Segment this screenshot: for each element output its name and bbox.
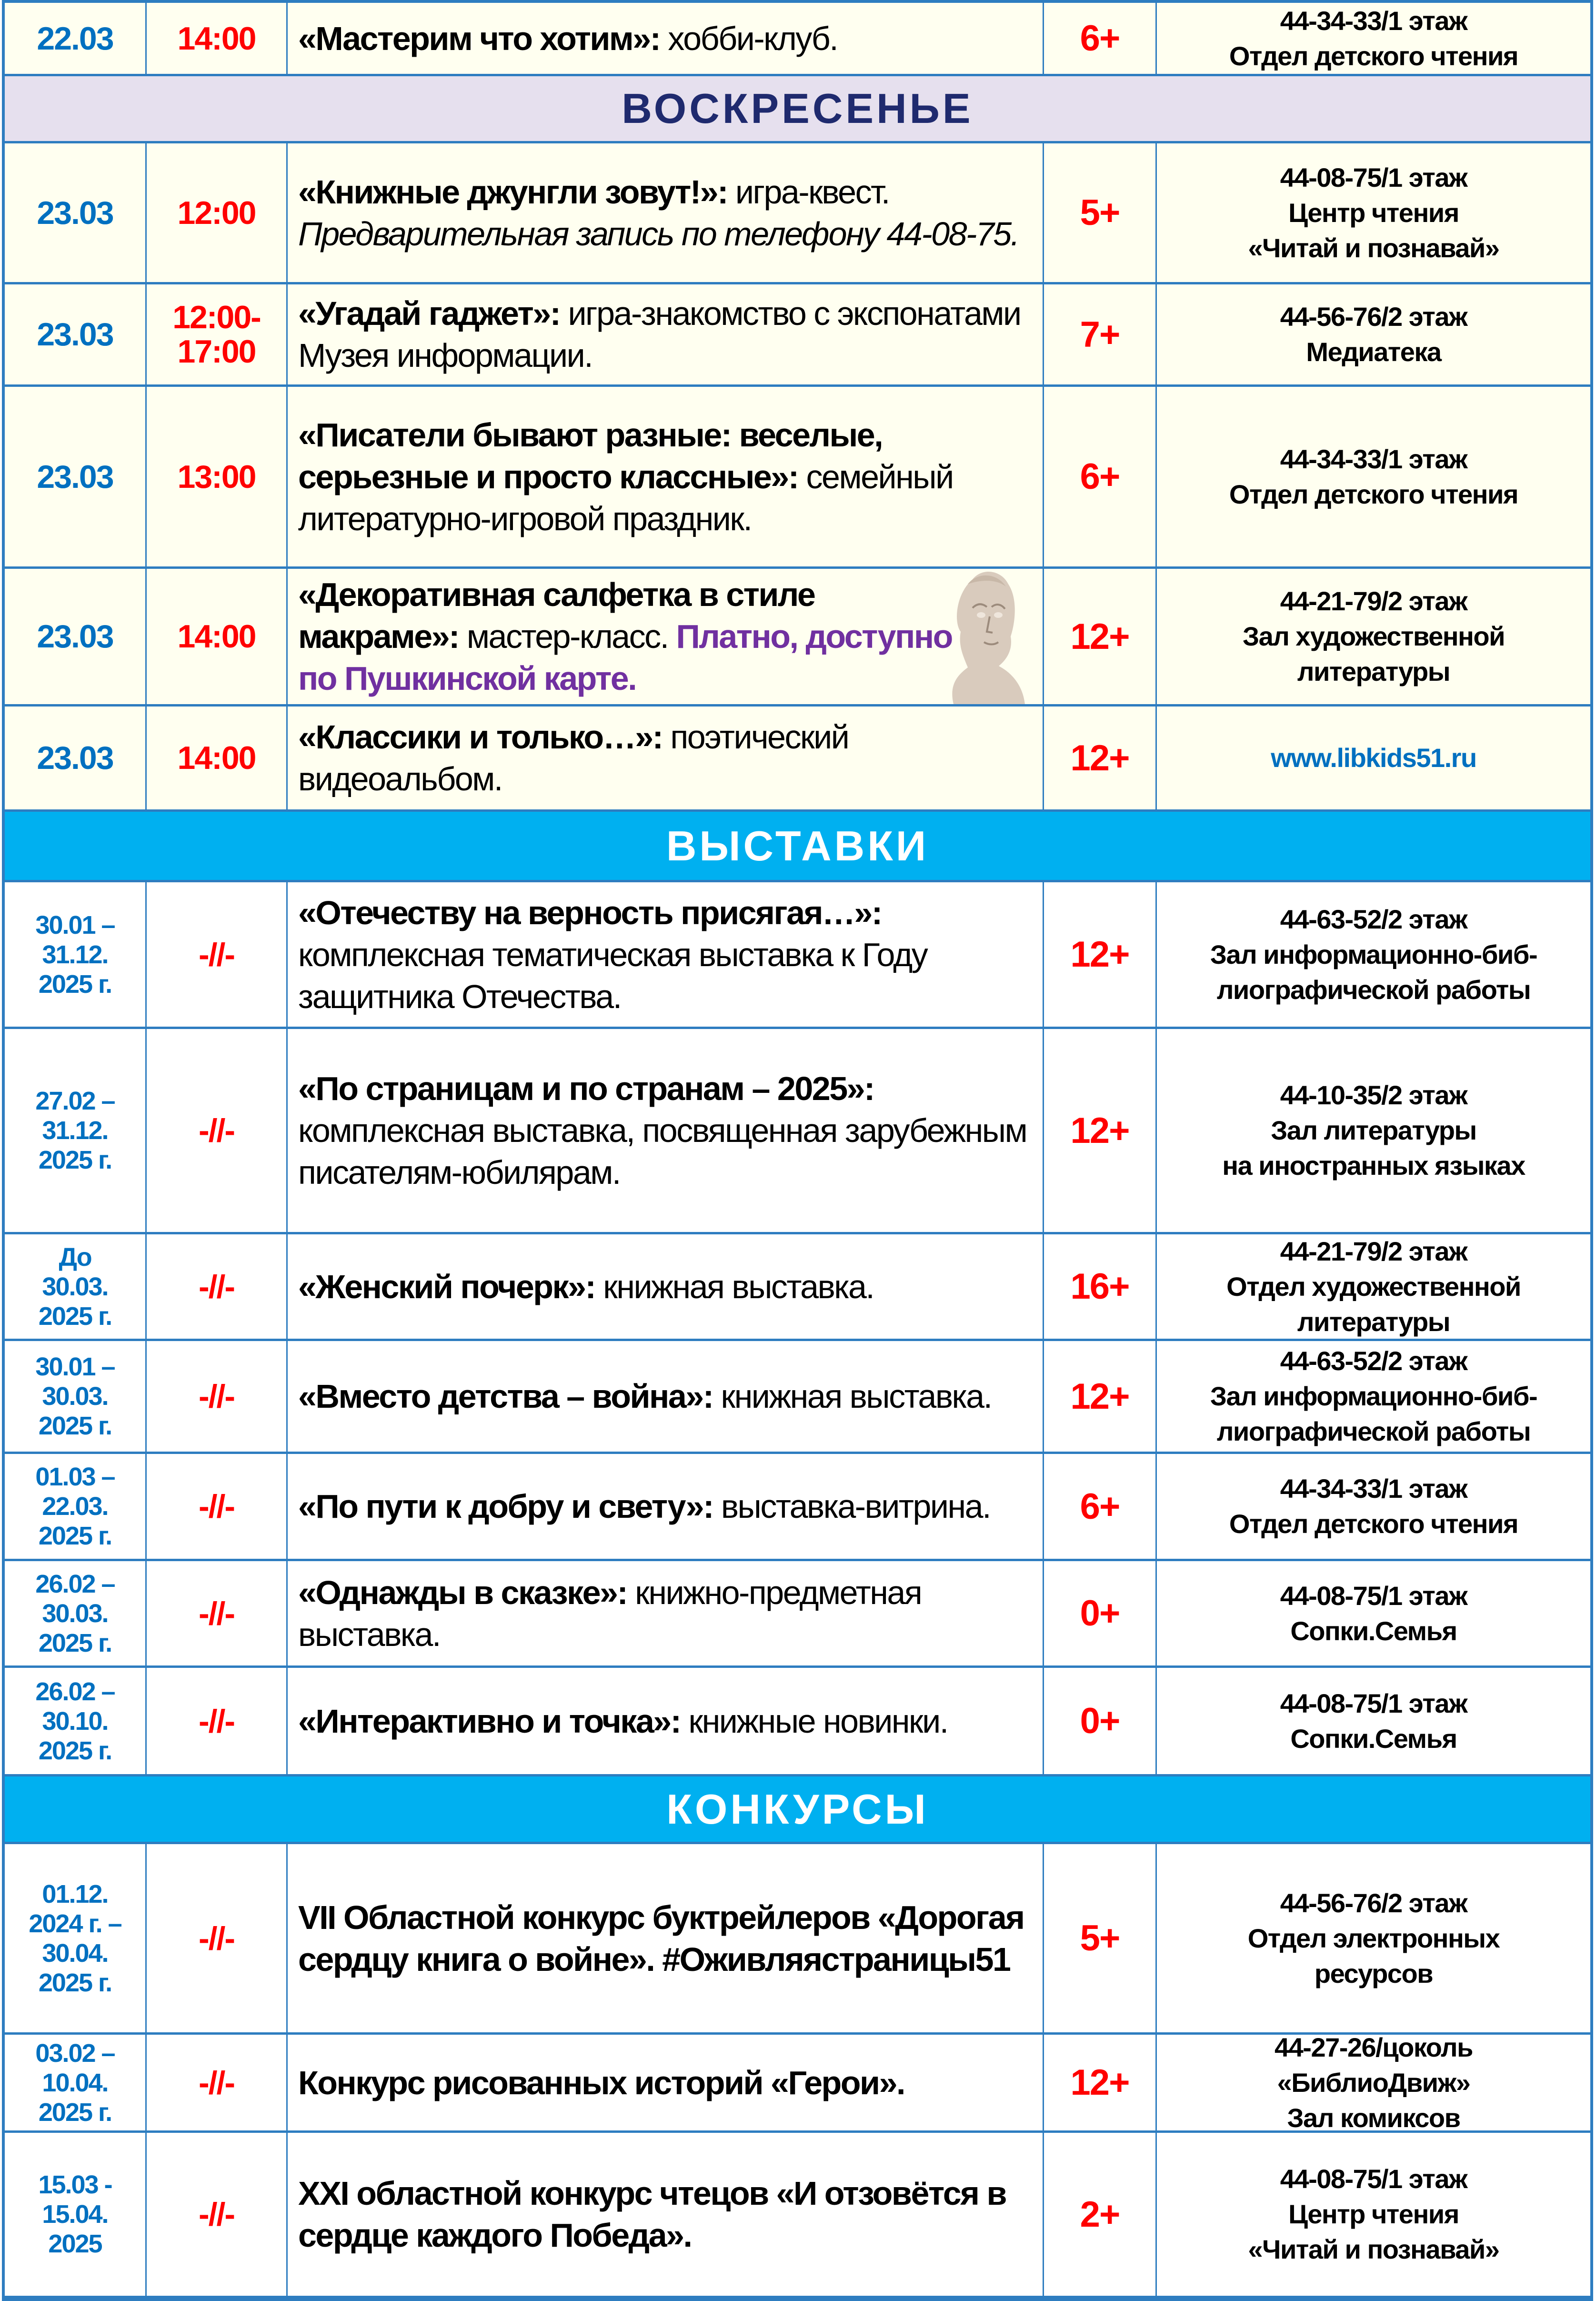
- description-cell: [288, 143, 1044, 282]
- event-description: книжные новинки.: [680, 1702, 948, 1740]
- description-text: [298, 1341, 1038, 1452]
- age-rating: 12+: [1044, 706, 1157, 809]
- description-text: [298, 2133, 1038, 2296]
- location-cell: [1157, 706, 1590, 809]
- time-line: -//-: [198, 1488, 235, 1524]
- description-text: [298, 1029, 1038, 1232]
- location-line: Зал художественной: [1242, 621, 1505, 651]
- description-text: [298, 1234, 1038, 1339]
- description-cell: [288, 2133, 1044, 2296]
- date-line: 23.03: [37, 458, 113, 495]
- date-line: 26.02 –: [35, 1569, 115, 1598]
- time-line: -//-: [198, 1920, 235, 1957]
- age-rating: 16+: [1044, 1234, 1157, 1339]
- time-line: 12:00-: [172, 299, 261, 335]
- location-line: Зал комиксов: [1287, 2102, 1460, 2130]
- section-header-15: КОНКУРСЫ: [5, 1776, 1590, 1844]
- location-line: Зал информационно-биб-: [1210, 1381, 1537, 1411]
- event-title: XXI областной конкурс чтецов «И отзовётся в сердце каждого Победа».: [298, 2175, 1006, 2254]
- location-cell: [1157, 387, 1590, 566]
- location-cell: [1157, 284, 1590, 384]
- event-title: «Писатели бывают разные: веселые, серьезные и просто классные»:: [298, 416, 883, 495]
- description-text: [298, 706, 1038, 809]
- date-line: 22.03.: [42, 1492, 108, 1521]
- location-cell: [1157, 882, 1590, 1027]
- date-line: 10.04.: [42, 2068, 108, 2097]
- time-cell: [147, 1341, 288, 1452]
- age-rating: 0+: [1044, 1668, 1157, 1774]
- age-rating: 0+: [1044, 1561, 1157, 1665]
- time-line: 14:00: [177, 618, 256, 655]
- time-cell: [147, 706, 288, 809]
- date-line: 2025 г.: [38, 1968, 112, 1997]
- time-line: -//-: [198, 2196, 235, 2232]
- event-description: выставка-витрина.: [713, 1488, 991, 1525]
- date-line: 22.03: [37, 20, 113, 57]
- table-row: [5, 1668, 1590, 1776]
- date-line: 23.03: [37, 316, 113, 353]
- date-line: 30.03.: [42, 1272, 108, 1301]
- table-row: [5, 706, 1590, 812]
- date-line: 31.12.: [42, 1116, 108, 1145]
- description-text: [298, 2035, 1038, 2130]
- date-line: До: [59, 1242, 91, 1272]
- location-cell: [1157, 1029, 1590, 1232]
- date-line: 30.03.: [42, 1382, 108, 1411]
- date-cell: [5, 284, 147, 384]
- location-line: 44-21-79/2 этаж: [1280, 1236, 1467, 1266]
- location-line: 44-63-52/2 этаж: [1280, 904, 1467, 934]
- location-cell: [1157, 2035, 1590, 2130]
- date-cell: [5, 2035, 147, 2130]
- location-line: Зал информационно-биб-: [1210, 939, 1537, 969]
- event-description: книжная выставка.: [713, 1378, 992, 1415]
- event-description: хобби-клуб.: [660, 20, 838, 57]
- table-row: [5, 882, 1590, 1029]
- date-cell: [5, 1341, 147, 1452]
- date-line: 2025 г.: [38, 1146, 112, 1174]
- event-description: игра-знакомство с экспонатами Музея информации.: [298, 295, 1021, 374]
- location-line: ресурсов: [1314, 1958, 1433, 1988]
- description-cell: [288, 569, 1044, 704]
- location-line: 44-34-33/1 этаж: [1280, 1473, 1467, 1504]
- description-text: [298, 387, 1038, 566]
- table-row: [5, 1561, 1590, 1668]
- date-line: 01.12.: [42, 1879, 108, 1908]
- date-line: 2025 г.: [38, 2098, 112, 2127]
- time-cell: [147, 387, 288, 566]
- time-cell: [147, 1668, 288, 1774]
- event-title: «Мастерим что хотим»:: [298, 20, 660, 57]
- time-line: -//-: [198, 1378, 235, 1414]
- section-header-7: ВЫСТАВКИ: [5, 812, 1590, 882]
- location-line: 44-10-35/2 этаж: [1280, 1080, 1467, 1110]
- date-cell: [5, 882, 147, 1027]
- description-cell: [288, 1668, 1044, 1774]
- time-line: 13:00: [177, 458, 256, 495]
- event-description: поэтический видеоальбом.: [298, 718, 849, 797]
- date-line: 2024 г. –: [29, 1909, 121, 1938]
- table-row: [5, 1454, 1590, 1561]
- location-cell: [1157, 1844, 1590, 2032]
- date-line: 03.02 –: [35, 2039, 115, 2068]
- date-cell: [5, 387, 147, 566]
- location-line: на иностранных языках: [1222, 1150, 1525, 1181]
- time-cell: [147, 3, 288, 74]
- date-cell: [5, 2133, 147, 2296]
- location-line: 44-21-79/2 этаж: [1280, 586, 1467, 616]
- event-title: «По пути к добру и свету»:: [298, 1488, 713, 1525]
- table-row: [5, 1844, 1590, 2035]
- location-line: литературы: [1297, 656, 1450, 686]
- date-cell: [5, 1234, 147, 1339]
- location-line: 44-34-33/1 этаж: [1280, 444, 1467, 474]
- date-cell: [5, 1454, 147, 1559]
- age-rating: 6+: [1044, 3, 1157, 74]
- description-cell: [288, 1029, 1044, 1232]
- description-text: [298, 1454, 1038, 1559]
- age-rating: 12+: [1044, 1341, 1157, 1452]
- paid-note: Платно, доступно по Пушкинской карте.: [298, 618, 952, 697]
- event-title: VII Областной конкурс буктрейлеров «Дорогая сердцу книга о войне». #Оживляястраницы51: [298, 1898, 1024, 1978]
- location-cell: [1157, 2133, 1590, 2296]
- location-line: 44-63-52/2 этаж: [1280, 1346, 1467, 1376]
- date-line: 23.03: [37, 740, 113, 776]
- age-rating: 6+: [1044, 1454, 1157, 1559]
- date-line: 30.10.: [42, 1706, 108, 1736]
- table-row: [5, 2133, 1590, 2298]
- time-cell: [147, 143, 288, 282]
- location-cell: [1157, 1668, 1590, 1774]
- location-line: Центр чтения: [1288, 2199, 1459, 2229]
- age-rating: 12+: [1044, 1029, 1157, 1232]
- date-line: 30.03.: [42, 1599, 108, 1628]
- date-line: 2025 г.: [38, 1412, 112, 1440]
- time-line: -//-: [198, 936, 235, 973]
- location-line: 44-08-75/1 этаж: [1280, 1580, 1467, 1611]
- date-cell: [5, 1029, 147, 1232]
- description-cell: [288, 1454, 1044, 1559]
- description-text: [298, 569, 1038, 704]
- event-title: «Книжные джунгли зовут!»:: [298, 173, 727, 211]
- date-line: 26.02 –: [35, 1677, 115, 1706]
- event-title: «Женский почерк»:: [298, 1268, 595, 1305]
- time-line: -//-: [198, 1112, 235, 1149]
- location-line: Отдел детского чтения: [1229, 1509, 1518, 1539]
- event-title: «Угадай гаджет»:: [298, 295, 560, 332]
- event-title: «Вместо детства – война»:: [298, 1378, 713, 1415]
- description-text: [298, 143, 1038, 282]
- location-cell: [1157, 1234, 1590, 1339]
- age-rating: 6+: [1044, 387, 1157, 566]
- time-cell: [147, 284, 288, 384]
- description-cell: [288, 2035, 1044, 2130]
- age-rating: 12+: [1044, 2035, 1157, 2130]
- location-cell: [1157, 1341, 1590, 1452]
- location-line: «Читай и познавай»: [1248, 232, 1499, 263]
- date-line: 30.04.: [42, 1938, 108, 1968]
- event-description: игра-квест.: [727, 173, 889, 211]
- age-rating: 5+: [1044, 143, 1157, 282]
- time-line: 14:00: [177, 20, 256, 57]
- description-text: [298, 3, 1038, 74]
- date-line: 2025 г.: [38, 1736, 112, 1765]
- date-line: 01.03 –: [35, 1463, 115, 1491]
- table-row: [5, 569, 1590, 706]
- pushkin-bust-image: [939, 565, 1025, 704]
- date-line: 23.03: [37, 618, 113, 655]
- date-line: 2025 г.: [38, 969, 112, 999]
- event-description: книжная выставка.: [595, 1268, 874, 1305]
- time-cell: [147, 1454, 288, 1559]
- description-cell: [288, 1341, 1044, 1452]
- time-line: 17:00: [177, 333, 256, 370]
- location-line: Отдел детского чтения: [1229, 479, 1518, 509]
- description-cell: [288, 1561, 1044, 1665]
- description-cell: [288, 1844, 1044, 2032]
- time-line: -//-: [198, 1595, 235, 1632]
- event-title: «Декоративная салфетка в стиле макраме»:: [298, 576, 815, 655]
- location-line: 44-56-76/2 этаж: [1280, 1887, 1467, 1918]
- description-cell: [288, 284, 1044, 384]
- table-row: [5, 2035, 1590, 2133]
- location-line: 44-08-75/1 этаж: [1280, 162, 1467, 192]
- event-title: «Отечеству на верность присягая…»:: [298, 894, 882, 931]
- location-line: «БиблиоДвиж»: [1277, 2067, 1470, 2098]
- table-row: [5, 1234, 1590, 1341]
- table-row: [5, 143, 1590, 284]
- registration-note: Предварительная запись по телефону 44-08-75.: [298, 215, 1019, 252]
- date-cell: [5, 1561, 147, 1665]
- time-cell: [147, 882, 288, 1027]
- date-line: 30.01 –: [35, 1352, 115, 1381]
- description-cell: [288, 706, 1044, 809]
- time-line: -//-: [198, 2064, 235, 2101]
- location-line: Отдел художественной: [1226, 1271, 1521, 1302]
- event-title: Конкурс рисованных историй «Герои».: [298, 2064, 904, 2101]
- event-title: «Классики и только…»:: [298, 718, 662, 756]
- description-cell: [288, 387, 1044, 566]
- table-row: [5, 284, 1590, 387]
- date-cell: [5, 1844, 147, 2032]
- date-line: 15.03 -: [38, 2170, 112, 2199]
- date-line: 15.04.: [42, 2200, 108, 2229]
- time-line: 12:00: [177, 194, 256, 231]
- age-rating: 7+: [1044, 284, 1157, 384]
- event-description: книжно-предметная выставка.: [298, 1574, 922, 1653]
- event-description: комплексная тематическая выставка к Году защитника Отечества.: [298, 936, 927, 1015]
- description-text: [298, 284, 1038, 384]
- age-rating: 12+: [1044, 882, 1157, 1027]
- location-line: Центр чтения: [1288, 197, 1459, 228]
- table-row: [5, 1341, 1590, 1454]
- description-text: [298, 1561, 1038, 1665]
- section-header-1: ВОСКРЕСЕНЬЕ: [5, 76, 1590, 143]
- event-description: мастер-класс.: [458, 618, 676, 655]
- event-title: «Интерактивно и точка»:: [298, 1702, 681, 1740]
- location-cell: [1157, 1561, 1590, 1665]
- age-rating: 12+: [1044, 569, 1157, 704]
- location-line: Сопки.Семья: [1290, 1723, 1457, 1754]
- location-line: Отдел детского чтения: [1229, 40, 1518, 71]
- time-line: 14:00: [177, 740, 256, 776]
- location-line: 44-56-76/2 этаж: [1280, 302, 1467, 332]
- location-cell: [1157, 3, 1590, 74]
- time-cell: [147, 569, 288, 704]
- date-line: 2025 г.: [38, 1522, 112, 1550]
- location-line: 44-08-75/1 этаж: [1280, 2164, 1467, 2194]
- description-cell: [288, 882, 1044, 1027]
- table-row: [5, 387, 1590, 569]
- event-description: семейный литературно-игровой праздник.: [298, 458, 953, 537]
- time-cell: [147, 1234, 288, 1339]
- description-cell: [288, 1234, 1044, 1339]
- location-line: 44-08-75/1 этаж: [1280, 1688, 1467, 1718]
- time-cell: [147, 2133, 288, 2296]
- website-link[interactable]: www.libkids51.ru: [1271, 743, 1476, 773]
- location-cell: [1157, 569, 1590, 704]
- location-line: «Читай и познавай»: [1248, 2234, 1499, 2264]
- time-line: -//-: [198, 1268, 235, 1305]
- age-rating: 2+: [1044, 2133, 1157, 2296]
- time-line: -//-: [198, 1703, 235, 1739]
- location-cell: [1157, 143, 1590, 282]
- time-cell: [147, 1029, 288, 1232]
- date-cell: [5, 3, 147, 74]
- description-text: [298, 1844, 1038, 2032]
- date-cell: [5, 1668, 147, 1774]
- time-cell: [147, 2035, 288, 2130]
- description-text: [298, 882, 1038, 1027]
- events-schedule-table: [2, 0, 1593, 2301]
- date-line: 2025 г.: [38, 1628, 112, 1657]
- date-line: 23.03: [37, 194, 113, 231]
- description-cell: [288, 3, 1044, 74]
- description-text: [298, 1668, 1038, 1774]
- date-line: 27.02 –: [35, 1087, 115, 1115]
- date-cell: [5, 143, 147, 282]
- age-rating: 5+: [1044, 1844, 1157, 2032]
- table-row: [5, 1029, 1590, 1234]
- location-cell: [1157, 1454, 1590, 1559]
- location-line: лиографической работы: [1216, 1416, 1531, 1446]
- date-line: 31.12.: [42, 940, 108, 969]
- event-title: «По страницам и по странам – 2025»:: [298, 1070, 874, 1107]
- location-line: 44-27-26/цоколь: [1275, 2035, 1473, 2062]
- date-line: 2025: [48, 2230, 102, 2258]
- location-line: Зал литературы: [1271, 1115, 1476, 1145]
- date-line: 30.01 –: [35, 910, 115, 939]
- date-cell: [5, 706, 147, 809]
- location-line: литературы: [1297, 1306, 1450, 1337]
- time-cell: [147, 1561, 288, 1665]
- date-cell: [5, 569, 147, 704]
- location-line: Отдел электронных: [1247, 1923, 1500, 1953]
- location-line: 44-34-33/1 этаж: [1280, 5, 1467, 36]
- location-line: лиографической работы: [1216, 974, 1531, 1005]
- date-line: 2025 г.: [38, 1302, 112, 1331]
- event-description: комплексная выставка, посвященная зарубежным писателям-юбилярам.: [298, 1112, 1027, 1191]
- event-title: «Однажды в сказке»:: [298, 1574, 627, 1611]
- table-row: [5, 3, 1590, 76]
- time-cell: [147, 1844, 288, 2032]
- location-line: Сопки.Семья: [1290, 1615, 1457, 1646]
- location-line: Медиатека: [1306, 337, 1441, 367]
